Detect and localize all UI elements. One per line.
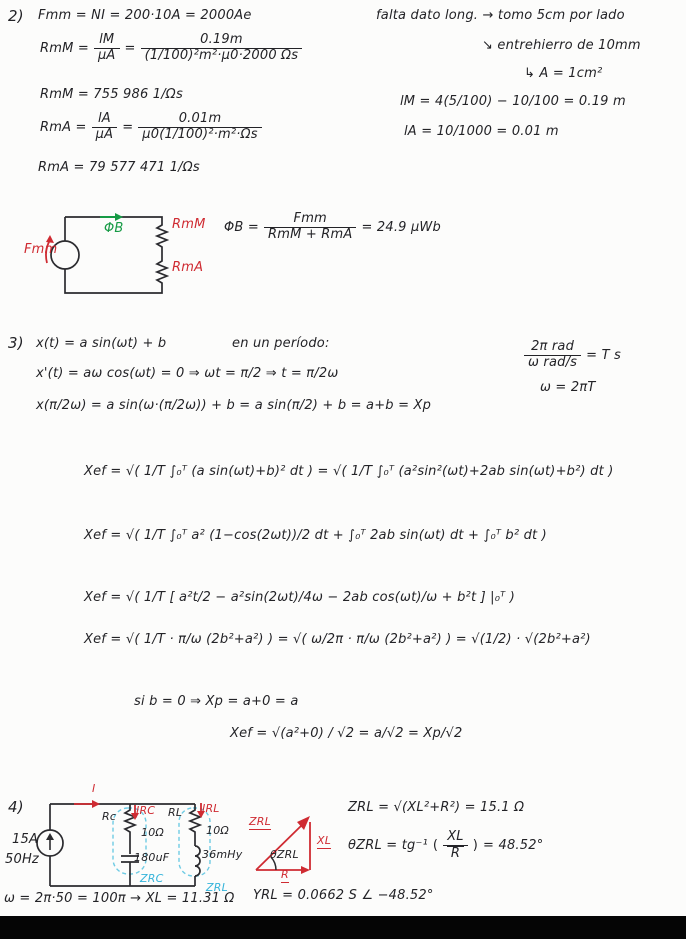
eq-rhs: = 24.9 μWb xyxy=(361,219,441,235)
fraction-numerator: XL xyxy=(443,830,468,846)
phasor-angle-label: θZRL xyxy=(270,848,299,861)
fraction-denominator: R xyxy=(447,846,464,862)
reluctance2-label: RmA xyxy=(172,260,204,275)
rlc-circuit-diagram xyxy=(40,788,220,892)
reluctance1-label: RmM xyxy=(172,217,206,232)
angle-equation: θZRL = tg⁻¹ ( $\frac{XL}{R}$ ) = 48.52° xyxy=(348,829,544,861)
irl-current-label: IRL xyxy=(202,802,220,815)
source-arrow xyxy=(46,833,54,850)
omega-xl-equation: ω = 2π·50 = 100π → XL = 11.31 Ω xyxy=(4,891,235,906)
capacitor-value-label: 180uF xyxy=(134,851,170,864)
eq-rhs: = T s xyxy=(586,347,622,363)
eq-sign: = xyxy=(122,119,134,135)
problem3-rms-line3: Xef = √( 1/T [ a²t/2 − a²sin(2ωt)/4ω − 2ab cos(ωt)/ω + b²t ] |₀ᵀ ) xyxy=(84,590,515,605)
eq-lhs: ΦB = xyxy=(224,219,259,235)
fraction-denominator: μ0(1/100)²·m²·Ωs xyxy=(138,127,261,143)
fraction-numerator: Fmm xyxy=(293,211,327,226)
fraction-denominator: (1/100)²m²·μ0·2000 Ωs xyxy=(141,48,303,64)
flux-equation xyxy=(224,212,441,243)
note-lm: lM = 4(5/100) − 10/100 = 0.19 m xyxy=(400,94,626,109)
problem2-line2 xyxy=(40,33,302,64)
zrl-equation: ZRL = √(XL²+R²) = 15.1 Ω xyxy=(348,800,525,815)
fraction xyxy=(443,830,468,862)
note-missing-data: falta dato long. → tomo 5cm por lado xyxy=(376,8,625,23)
problem3-rms-line2: Xef = √( 1/T ∫₀ᵀ a² (1−cos(2ωt))/2 dt + ∫₀ᵀ 2ab sin(ωt) dt + ∫₀ᵀ b² dt ) xyxy=(84,528,547,543)
problem2-number: 2) xyxy=(8,7,24,25)
total-current-label: I xyxy=(92,782,96,795)
rc-value-label: 10Ω xyxy=(141,826,165,839)
problem3-line1: x(t) = a sin(ωt) + b xyxy=(36,336,167,351)
problem2-line3: RmM = 755 986 1/Ωs xyxy=(40,87,183,102)
eq-lhs: RmM = xyxy=(40,40,89,56)
scan-cutoff-bar xyxy=(0,916,686,939)
source-frequency-label: 50Hz xyxy=(5,852,39,867)
problem3-case-line: si b = 0 ⇒ Xp = a+0 = a xyxy=(134,694,299,709)
admittance-equation: YRL = 0.0662 S ∠ −48.52° xyxy=(253,888,434,903)
source-current-label: 15A xyxy=(12,832,39,847)
fraction-numerator: lA xyxy=(97,111,111,126)
fraction xyxy=(94,33,120,64)
flux-arrow xyxy=(100,213,123,221)
irc-current-label: IRC xyxy=(136,804,156,817)
fraction-denominator: μA xyxy=(94,48,120,64)
fraction-numerator: lM xyxy=(99,32,115,47)
fraction-numerator: 0.01m xyxy=(178,111,222,126)
problem3-rms-line4: Xef = √( 1/T · π/ω (2b²+a²) ) = √( ω/2π · π/ω (2b²+a²) ) = √(1/2) · √(2b²+a²) xyxy=(84,632,591,647)
rl-resistor-label: RL xyxy=(168,806,183,819)
problem3-line2: x'(t) = aω cos(ωt) = 0 ⇒ ωt = π/2 ⇒ t = π/2ω xyxy=(36,366,339,381)
fraction xyxy=(264,212,356,243)
zrl-impedance-label: ZRL xyxy=(206,881,228,894)
eq-lhs: θZRL = tg⁻¹ xyxy=(348,838,428,854)
eq-rhs: = 48.52° xyxy=(483,838,544,854)
eq-sign: = xyxy=(124,40,136,56)
problem3-line1b: en un período: xyxy=(232,336,330,351)
omega-side-note: ω = 2πT xyxy=(540,380,596,395)
problem3-line3: x(π/2ω) = a sin(ω·(π/2ω)) + b = a sin(π/2) + b = a+b = Xp xyxy=(36,398,432,413)
phasor-z-label: ZRL xyxy=(249,815,271,830)
fraction xyxy=(92,112,118,143)
fraction-denominator: RmM + RmA xyxy=(264,227,356,243)
fraction-denominator: ω rad/s xyxy=(524,355,581,371)
rl-value-label: 10Ω xyxy=(206,824,230,837)
inductor-value-label: 36mHy xyxy=(202,848,243,861)
fraction-numerator: 2π rad xyxy=(531,339,575,354)
problem3-result-line: Xef = √(a²+0) / √2 = a/√2 = Xp/√2 xyxy=(230,726,463,741)
problem4-number: 4) xyxy=(8,798,24,816)
zrc-impedance-label: ZRC xyxy=(140,872,164,885)
phasor-r-label: R xyxy=(281,868,289,883)
problem2-line1: Fmm = NI = 200·10A = 2000Ae xyxy=(38,8,252,23)
phasor-x-label: XL xyxy=(317,834,331,849)
problem2-line4 xyxy=(40,112,262,143)
eq-lhs: RmA = xyxy=(40,119,87,135)
problem3-rms-line1: Xef = √( 1/T ∫₀ᵀ (a sin(ωt)+b)² dt ) = √( 1/T ∫₀ᵀ (a²sin²(ωt)+2ab sin(ωt)+b²) dt ) xyxy=(84,464,614,479)
fraction-denominator: μA xyxy=(92,127,118,143)
note-la: lA = 10/1000 = 0.01 m xyxy=(404,124,559,139)
note-airgap: ↘ entrehierro de 10mm xyxy=(482,38,641,53)
fraction-numerator: 0.19m xyxy=(200,32,243,47)
note-area: ↳ A = 1cm² xyxy=(524,66,603,81)
fraction xyxy=(141,33,303,64)
mmf-source-label: Fmm xyxy=(24,242,58,257)
problem3-number: 3) xyxy=(8,334,24,352)
fraction xyxy=(524,340,581,371)
period-side-note xyxy=(524,340,621,371)
rc-resistor-label: Rc xyxy=(102,810,117,823)
problem2-line5: RmA = 79 577 471 1/Ωs xyxy=(38,160,200,175)
fraction xyxy=(138,112,261,143)
flux-label: ΦB xyxy=(104,221,124,236)
